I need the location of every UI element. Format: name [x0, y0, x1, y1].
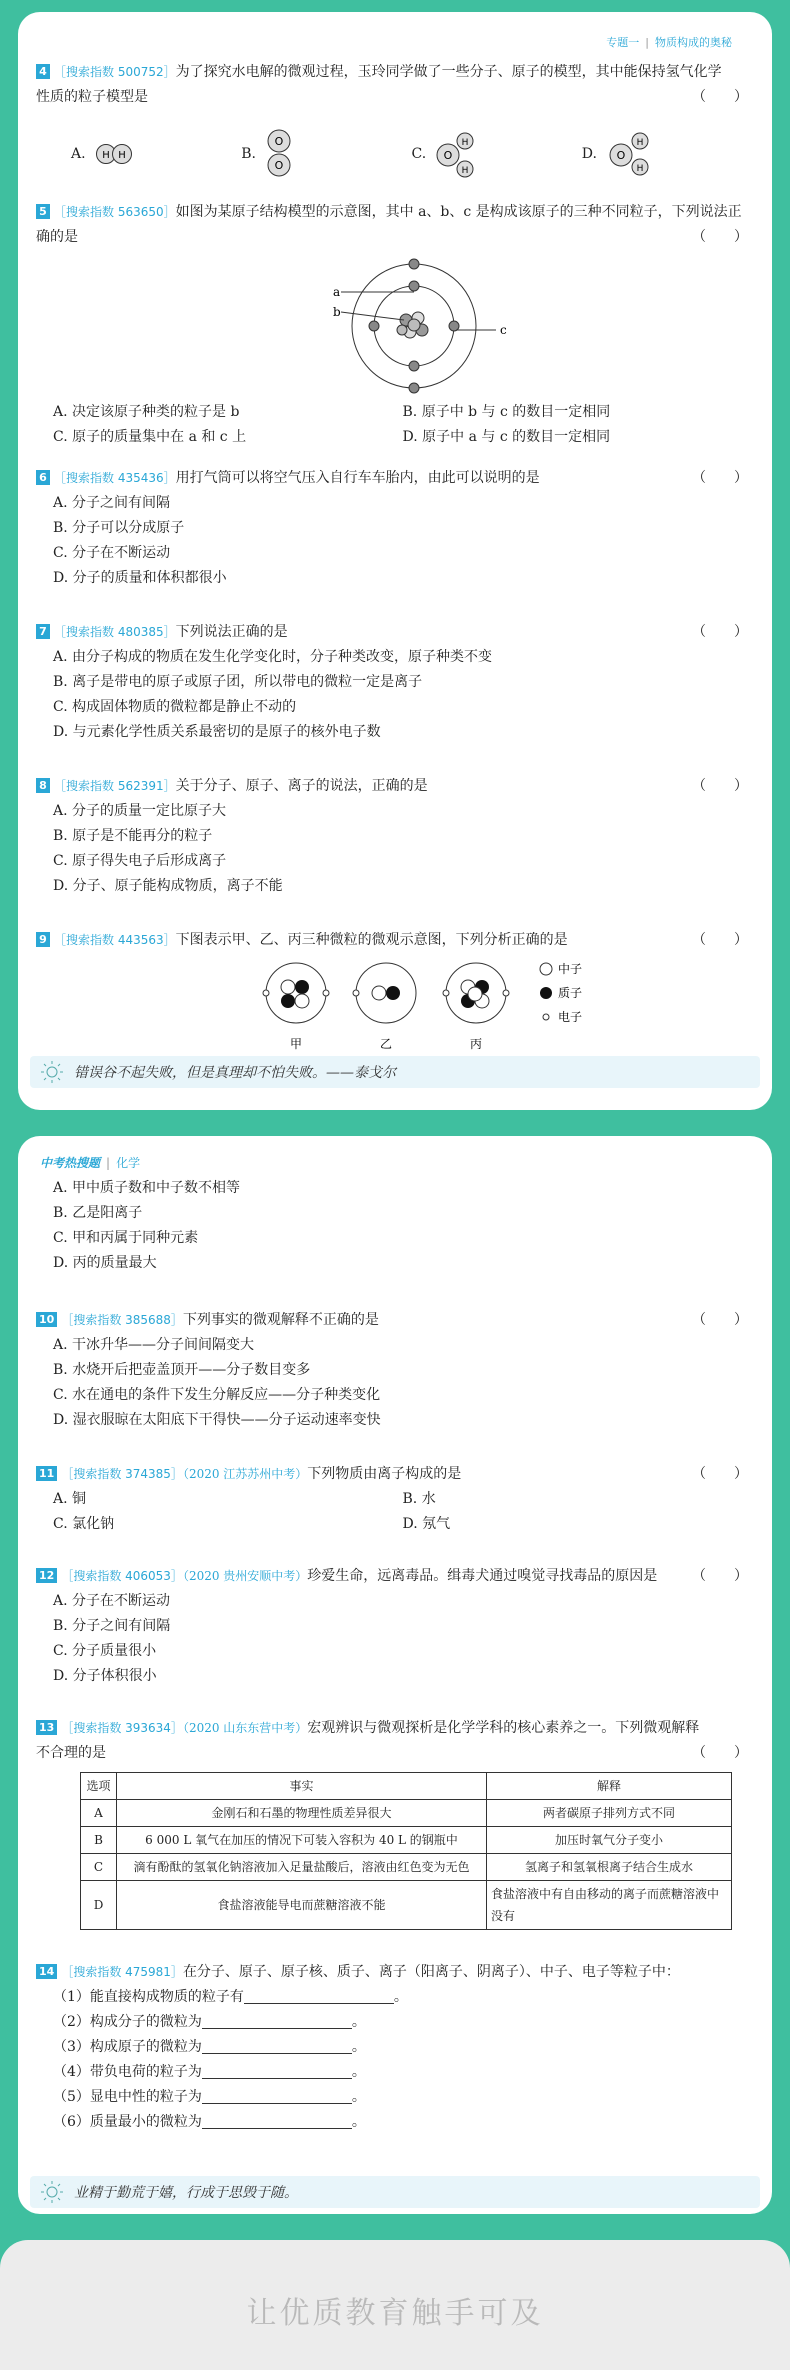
question-number: 5	[36, 204, 50, 219]
item-end: 。	[351, 2039, 366, 2055]
source-label: （2020 山东东营中考）	[182, 1721, 308, 1735]
option-label: C.	[411, 145, 427, 162]
question-13	[36, 1716, 752, 1930]
question-9	[36, 928, 752, 1062]
table-cell: B	[81, 1827, 117, 1854]
question-text: 下列物质由离子构成的是	[307, 1466, 462, 1482]
table-row[interactable]	[81, 1881, 732, 1930]
search-index-tag[interactable]: ［搜索指数 500752］	[54, 65, 176, 79]
option-c[interactable]: C. 分子质量很小	[53, 1643, 157, 1659]
table-cell: D	[81, 1881, 117, 1930]
option-c[interactable]: C. 原子得失电子后形成离子	[53, 853, 227, 869]
table-cell: A	[81, 1800, 117, 1827]
fill-item-6	[36, 2110, 752, 2135]
option-a[interactable]: A. 干冰升华——分子间间隔变大	[53, 1337, 255, 1353]
quote-text: 错误谷不起失败，但是真理却不怕失败。——泰戈尔	[74, 1065, 396, 1081]
option-b[interactable]: B. 乙是阳离子	[53, 1205, 143, 1221]
option-d[interactable]: D. 原子中 a 与 c 的数目一定相同	[402, 429, 611, 445]
question-text: 下图表示甲、乙、丙三种微粒的微观示意图，下列分析正确的是	[175, 932, 568, 948]
table-cell: 食盐溶液能导电而蔗糖溶液不能	[117, 1881, 487, 1930]
svg-text:H: H	[461, 138, 469, 148]
option-b[interactable]: B. 离子是带电的原子或原子团，所以带电的微粒一定是离子	[53, 674, 423, 690]
item-label: （3）构成原子的微粒为	[53, 2039, 202, 2055]
item-label: （6）质量最小的微粒为	[53, 2114, 202, 2130]
answer-paren: （ ）	[692, 1745, 748, 1761]
search-index-tag[interactable]: ［搜索指数 385688］	[61, 1313, 183, 1327]
svg-text:O: O	[274, 135, 284, 148]
table-header-row	[81, 1773, 732, 1800]
table-cell: 氢离子和氢氧根离子结合生成水	[487, 1854, 732, 1881]
option-d[interactable]: D. 氖气	[402, 1516, 451, 1532]
footer-banner	[0, 2240, 790, 2370]
option-d[interactable]: D. 分子、原子能构成物质，离子不能	[53, 878, 283, 894]
column-header: 选项	[81, 1773, 117, 1800]
item-label: （2）构成分子的微粒为	[53, 2014, 202, 2030]
answer-blank[interactable]	[202, 2063, 352, 2079]
question-number: 13	[36, 1720, 57, 1735]
search-index-tag[interactable]: ［搜索指数 563650］	[54, 205, 176, 219]
question-number: 8	[36, 778, 50, 793]
page-card-2	[18, 1136, 772, 2214]
atom-yi-icon	[353, 963, 416, 1051]
column-header: 事实	[117, 1773, 487, 1800]
question-text: 宏观辨识与微观探析是化学学科的核心素养之一。下列微观解释	[307, 1720, 700, 1736]
question-text: 关于分子、原子、离子的说法，正确的是	[175, 778, 428, 794]
question-text: 用打气筒可以将空气压入自行车车胎内，由此可以说明的是	[175, 470, 540, 486]
fill-item-1	[36, 1985, 752, 2010]
svg-text:丙: 丙	[469, 1037, 483, 1051]
svg-text:H: H	[117, 150, 126, 161]
question-12	[36, 1564, 752, 1689]
question-8	[36, 774, 752, 899]
source-label: （2020 江苏苏州中考）	[182, 1467, 308, 1481]
legend	[540, 961, 582, 1024]
question-text: 确的是	[36, 229, 78, 245]
table-cell: 食盐溶液中有自由移动的离子而蔗糖溶液中没有	[487, 1881, 732, 1930]
topic-label: 专题一	[606, 36, 640, 49]
item-label: （4）带负电荷的粒子为	[53, 2064, 202, 2080]
option-a[interactable]: A. 分子在不断运动	[53, 1593, 171, 1609]
question-5	[36, 200, 752, 450]
answer-paren: （ ）	[692, 470, 748, 486]
item-end: 。	[351, 2014, 366, 2030]
question-text: 下列事实的微观解释不正确的是	[182, 1312, 379, 1328]
answer-paren: （ ）	[692, 229, 748, 245]
item-end: 。	[393, 1989, 408, 2005]
topic-subtitle: 物质构成的奥秘	[655, 36, 732, 49]
table-cell: 加压时氧气分子变小	[487, 1827, 732, 1854]
svg-text:乙: 乙	[379, 1037, 393, 1051]
svg-text:O: O	[274, 159, 284, 172]
question-4	[36, 60, 752, 184]
option-b[interactable]: B. 分子之间有间隔	[53, 1618, 171, 1634]
option-c[interactable]: C. 水在通电的条件下发生分解反应——分子种类变化	[53, 1387, 381, 1403]
search-index-tag[interactable]: ［搜索指数 480385］	[54, 625, 176, 639]
option-d[interactable]: D. 与元素化学性质关系最密切的是原子的核外电子数	[53, 724, 381, 740]
page-header: 中考热搜题 | 化学	[40, 1156, 141, 1170]
search-index-tag[interactable]: ［搜索指数 435436］	[54, 471, 176, 485]
question-number: 14	[36, 1964, 57, 1979]
atom-structure-diagram	[36, 250, 752, 400]
option-a[interactable]	[71, 142, 241, 167]
option-b[interactable]: B. 分子可以分成原子	[53, 520, 185, 536]
table-cell: 滴有酚酞的氢氧化钠溶液加入足量盐酸后，溶液由红色变为无色	[117, 1854, 487, 1881]
item-end: 。	[351, 2089, 366, 2105]
option-label: A.	[71, 145, 86, 162]
table-cell: 金刚石和石墨的物理性质差异很大	[117, 1800, 487, 1827]
water-molecule-model-icon-d	[605, 127, 653, 181]
option-a[interactable]: A. 由分子构成的物质在发生化学变化时，分子种类改变，原子种类不变	[53, 649, 493, 665]
footer-slogan: 让优质教育触手可及	[246, 2296, 544, 2331]
question-number: 9	[36, 932, 50, 947]
atom-jia-icon	[263, 963, 329, 1051]
answer-paren: （ ）	[692, 1466, 748, 1482]
o2-molecule-model-icon	[264, 127, 294, 181]
label-b: b	[333, 305, 341, 319]
svg-text:H: H	[636, 138, 644, 148]
option-c[interactable]: C. 构成固体物质的微粒都是静止不动的	[53, 699, 297, 715]
option-a[interactable]: A. 铜	[53, 1491, 87, 1507]
option-b[interactable]: B. 水烧开后把壶盖顶开——分子数目变多	[53, 1362, 311, 1378]
fill-item-3	[36, 2035, 752, 2060]
table-row[interactable]	[81, 1827, 732, 1854]
answer-paren: （ ）	[692, 778, 748, 794]
option-d[interactable]	[582, 127, 752, 181]
option-b[interactable]: B. 原子中 b 与 c 的数目一定相同	[402, 404, 611, 420]
question-10	[36, 1308, 752, 1433]
column-header: 解释	[487, 1773, 732, 1800]
h2-molecule-model-icon	[94, 142, 138, 166]
item-label: （1）能直接构成物质的粒子有	[53, 1989, 244, 2005]
answer-paren: （ ）	[692, 1568, 748, 1584]
answer-paren: （ ）	[692, 624, 748, 640]
answer-paren: （ ）	[692, 1312, 748, 1328]
table-cell: C	[81, 1854, 117, 1881]
question-text: 为了探究水电解的微观过程，玉玲同学做了一些分子、原子的模型，其中能保持氢气化学	[175, 64, 722, 80]
item-end: 。	[351, 2114, 366, 2130]
search-index-tag[interactable]: ［搜索指数 406053］	[61, 1569, 183, 1583]
sun-icon	[40, 1060, 64, 1084]
question-6	[36, 466, 752, 591]
option-c[interactable]: C. 分子在不断运动	[53, 545, 171, 561]
question-text: 在分子、原子、原子核、质子、离子（阳离子、阴离子）、中子、电子等粒子中：	[182, 1964, 680, 1980]
question-number: 7	[36, 624, 50, 639]
answer-paren: （ ）	[692, 89, 748, 105]
quote-text: 业精于勤荒于嬉，行成于思毁于随。	[74, 2185, 298, 2201]
option-c[interactable]	[412, 127, 582, 181]
atom-model-icon	[36, 250, 752, 400]
item-end: 。	[351, 2064, 366, 2080]
answer-blank[interactable]	[202, 2088, 352, 2104]
search-index-tag[interactable]: ［搜索指数 393634］	[61, 1721, 183, 1735]
question-text: 下列说法正确的是	[175, 624, 288, 640]
option-c[interactable]: C. 甲和丙属于同种元素	[53, 1230, 199, 1246]
quote-banner-1	[30, 1056, 760, 1088]
svg-text:电子: 电子	[558, 1010, 583, 1024]
question-9-options	[36, 1176, 752, 1276]
search-index-tag[interactable]: ［搜索指数 475981］	[61, 1965, 183, 1979]
fill-item-2	[36, 2010, 752, 2035]
sun-icon	[40, 2180, 64, 2204]
atom-bing-icon	[443, 963, 509, 1051]
svg-text:H: H	[101, 150, 110, 161]
answer-blank[interactable]	[202, 2013, 352, 2029]
question-7	[36, 620, 752, 745]
source-label: （2020 贵州安顺中考）	[182, 1569, 308, 1583]
question-14	[36, 1960, 752, 2135]
options-table	[80, 1772, 732, 1930]
svg-text:H: H	[636, 164, 644, 174]
label-c: c	[500, 323, 507, 337]
particle-diagrams	[36, 953, 752, 1053]
options	[36, 400, 752, 450]
fill-item-4	[36, 2060, 752, 2085]
answer-paren: （ ）	[692, 932, 748, 948]
table-row[interactable]	[81, 1800, 732, 1827]
svg-text:H: H	[461, 166, 469, 176]
option-d[interactable]: D. 分子体积很小	[53, 1668, 157, 1684]
question-11	[36, 1462, 752, 1537]
option-label: D.	[581, 145, 597, 162]
option-c[interactable]: C. 氯化钠	[53, 1516, 115, 1532]
option-b[interactable]: B. 水	[402, 1491, 436, 1507]
svg-text:甲: 甲	[289, 1037, 303, 1051]
answer-blank[interactable]	[202, 2038, 352, 2054]
option-d[interactable]: D. 丙的质量最大	[53, 1255, 157, 1271]
option-d[interactable]: D. 分子的质量和体积都很小	[53, 570, 227, 586]
label-a: a	[333, 285, 341, 299]
svg-text:质子: 质子	[558, 986, 583, 1000]
search-index-tag[interactable]: ［搜索指数 374385］	[61, 1467, 183, 1481]
options	[36, 1487, 752, 1537]
option-c[interactable]: C. 原子的质量集中在 a 和 c 上	[53, 429, 247, 445]
question-text: 珍爱生命，远离毒品。缉毒犬通过嗅觉寻找毒品的原因是	[307, 1568, 658, 1584]
option-a[interactable]: A. 甲中质子数和中子数不相等	[53, 1180, 241, 1196]
svg-text:O: O	[616, 149, 626, 162]
subject-label: 化学	[116, 1156, 141, 1170]
question-number: 10	[36, 1312, 57, 1327]
item-label: （5）显电中性的粒子为	[53, 2089, 202, 2105]
question-text: 如图为某原子结构模型的示意图，其中 a、b、c 是构成该原子的三种不同粒子，下列说法正	[175, 204, 742, 220]
brand-logo: 中考热搜题	[40, 1156, 101, 1170]
option-d[interactable]: D. 湿衣服晾在太阳底下干得快——分子运动速率变快	[53, 1412, 381, 1428]
table-cell: 6 000 L 氧气在加压的情况下可装入容积为 40 L 的钢瓶中	[117, 1827, 487, 1854]
molecule-model-options	[36, 124, 752, 184]
option-b[interactable]	[241, 127, 411, 181]
option-a[interactable]: A. 分子的质量一定比原子大	[53, 803, 227, 819]
search-index-tag[interactable]: ［搜索指数 443563］	[54, 933, 176, 947]
quote-banner-2	[30, 2176, 760, 2208]
answer-blank[interactable]	[202, 2113, 352, 2129]
option-b[interactable]: B. 原子是不能再分的粒子	[53, 828, 213, 844]
page-card-1	[18, 12, 772, 1110]
page-header: 专题一 | 物质构成的奥秘	[606, 36, 732, 49]
question-number: 6	[36, 470, 50, 485]
question-number: 4	[36, 64, 50, 79]
question-text: 不合理的是	[36, 1745, 106, 1761]
table-row[interactable]	[81, 1854, 732, 1881]
svg-text:O: O	[443, 149, 453, 162]
answer-blank[interactable]	[244, 1988, 394, 2004]
search-index-tag[interactable]: ［搜索指数 562391］	[54, 779, 176, 793]
question-number: 11	[36, 1466, 57, 1481]
option-a[interactable]: A. 分子之间有间隔	[53, 495, 171, 511]
question-text: 性质的粒子模型是	[36, 89, 148, 105]
table-cell: 两者碳原子排列方式不同	[487, 1800, 732, 1827]
water-molecule-model-icon-c	[434, 127, 478, 181]
fill-item-5	[36, 2085, 752, 2110]
option-a[interactable]: A. 决定该原子种类的粒子是 b	[53, 404, 240, 420]
svg-text:中子: 中子	[558, 962, 583, 976]
option-label: B.	[241, 145, 256, 162]
question-number: 12	[36, 1568, 57, 1583]
